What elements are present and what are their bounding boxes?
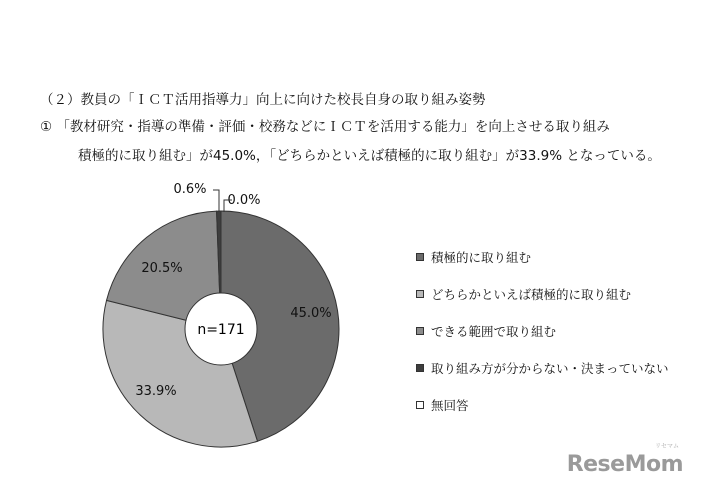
resemom-logo: ReseMom — [566, 452, 683, 477]
legend-label: どちらかといえば積極的に取り組む — [431, 286, 632, 302]
slice-value-label-4: 0.6% — [173, 182, 207, 197]
legend-swatch — [416, 327, 424, 335]
legend-swatch — [416, 364, 424, 372]
legend-item-3 — [416, 322, 669, 339]
section-heading: （２）教員の「ＩＣＴ活用指導力」向上に向けた校長自身の取り組み姿勢 — [40, 92, 486, 108]
legend-item-1 — [416, 248, 669, 265]
summary-text: 積極的に取り組む」が45.0%，「どちらかといえば積極的に取り組む」が33.9% となっている。 — [78, 148, 661, 164]
legend-swatch — [416, 253, 424, 261]
legend-label: できる範囲で取り組む — [431, 323, 557, 339]
leader-line-1 — [213, 190, 219, 212]
sub-heading: ① 「教材研究・指導の準備・評価・校務などにＩＣＴを活用する能力」を向上させる取り組み — [40, 119, 610, 135]
legend-label: 無回答 — [431, 397, 469, 413]
center-label: n=171 — [197, 322, 245, 338]
legend-item-2 — [416, 285, 669, 302]
legend-label: 取り組み方が分からない・決まっていない — [431, 360, 669, 376]
slice-value-label-5: 0.0% — [227, 193, 261, 208]
logo-subtext: リセマム — [655, 443, 679, 450]
legend-label: 積極的に取り組む — [431, 249, 532, 265]
slice-value-label-1: 45.0% — [290, 306, 332, 321]
chart-legend — [416, 248, 669, 433]
legend-swatch — [416, 401, 424, 409]
slice-value-label-2: 33.9% — [135, 384, 177, 399]
legend-swatch — [416, 290, 424, 298]
slice-value-label-3: 20.5% — [141, 261, 183, 276]
legend-item-5 — [416, 396, 669, 413]
legend-item-4 — [416, 359, 669, 376]
